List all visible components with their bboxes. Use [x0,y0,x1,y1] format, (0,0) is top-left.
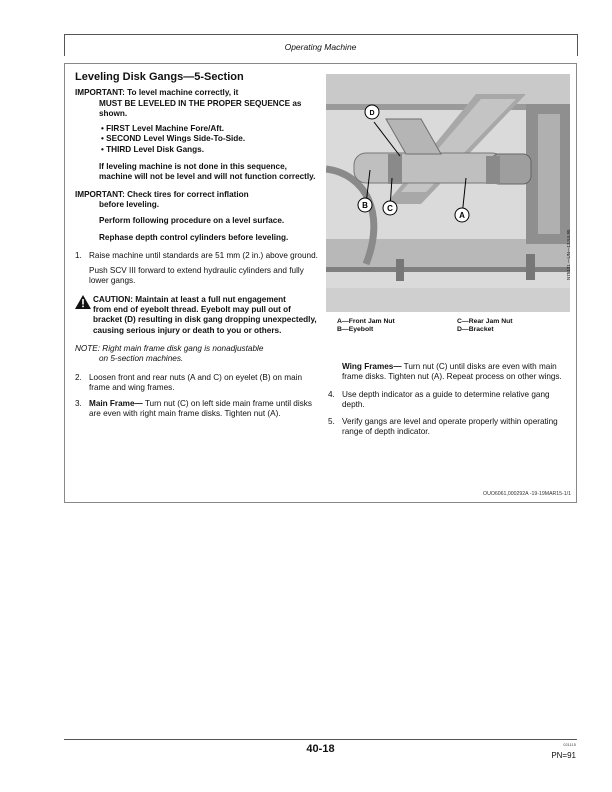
important-lead: IMPORTANT: To level machine correctly, it [75,88,239,98]
legend-item: B—Eyebolt [337,326,374,333]
pn-number: PN=91 [551,751,576,760]
page-number: 40-18 [306,743,335,755]
step-text: Loosen front and rear nuts (A and C) on eyelet (B) on main frame and wing frames. [89,372,302,392]
important-cont: MUST BE LEVELED IN THE PROPER SEQUENCE as shown. [99,98,302,118]
important-sequence [75,88,321,119]
callout-c [383,201,397,215]
step-text: Verify gangs are level and operate properly within operating range of depth indicator. [342,417,558,437]
sequence-list [75,124,321,155]
caution-block [75,295,321,336]
header-tick-right [577,34,578,56]
step-text: Use depth indicator as a guide to determine relative gang depth. [342,389,550,409]
running-header: Operating Machine [284,42,357,52]
figure-id: N75131 —UN—13JUL95 [566,229,571,280]
legend-item: D—Bracket [457,326,494,333]
callout-b [358,198,372,212]
step-5 [328,417,570,438]
step-3-heading: Main Frame— [89,399,143,409]
step-4 [328,390,570,411]
disk-gang-illustration [326,74,570,312]
step-2 [75,373,321,394]
callout-d [365,105,379,119]
warning-triangle-icon [75,295,91,309]
step-text: Raise machine until standards are 51 mm (2 in.) above ground. [89,250,318,260]
wing-frames-heading: Wing Frames— [342,362,402,371]
step-number: 1. [75,250,82,260]
caution-cont: from end of eyebolt thread. Eyebolt may pull out of bracket (D) resulting in disk gang dropping unexpectedly, causing serious injury or death to you or others. [93,305,317,335]
legend-item: A—Front Jam Nut [337,318,395,325]
footer-code: 021115 [563,742,576,747]
step-number: 2. [75,372,82,382]
step-number: 3. [75,399,82,409]
note-cont: on 5-section machines. [99,354,184,364]
caution-lead: CAUTION: Maintain at least a full nut engagement [93,294,286,304]
rephase-note: Rephase depth control cylinders before leveling. [99,232,289,242]
important-tires [75,190,321,211]
section-title: Leveling Disk Gangs—5-Section [75,71,244,83]
header-rule [64,34,577,35]
legend-item: C—Rear Jam Nut [457,318,513,325]
left-column [75,72,321,420]
note [75,344,321,365]
figure-photo [326,74,570,312]
footer-rule [64,739,577,740]
reference-code: OUO6061,000292A -19-19MAR15-1/1 [483,491,571,497]
step-1 [75,251,321,261]
list-item: • FIRST Level Machine Fore/Aft. [101,124,321,134]
callout-c-label: C [387,204,393,213]
level-surface-note: Perform following procedure on a level surface. [99,216,285,226]
step-1-push: Push SCV III forward to extend hydraulic cylinders and fully lower gangs. [89,266,304,286]
note-lead: NOTE: Right main frame disk gang is nonadjustable [75,343,264,353]
sequence-warning: If leveling machine is not done in this sequence, machine will not be level and will not function correctly. [99,162,316,182]
step-number: 5. [328,417,335,427]
callout-b-label: B [362,201,368,210]
callout-a [455,208,469,222]
important-tires-cont: before leveling. [99,199,160,209]
list-item: • THIRD Level Disk Gangs. [101,145,321,155]
list-item: • SECOND Level Wings Side-To-Side. [101,134,321,144]
right-column [328,362,570,438]
step-text: Turn nut (C) on left side main frame until disks are even with right main frame disks. Tighten nut (A). [89,399,312,419]
important-tires-lead: IMPORTANT: Check tires for correct inflation [75,189,249,199]
step-number: 4. [328,389,335,399]
callout-d-label: D [369,110,375,117]
wing-frames-para [328,362,570,383]
callout-a-label: A [459,211,465,220]
figure-legend [337,318,567,334]
step-3 [75,399,321,420]
wing-frames-text: Turn nut (C) until disks are even with main frame disks. Tighten nut (A). Repeat process on other wings. [342,362,562,382]
